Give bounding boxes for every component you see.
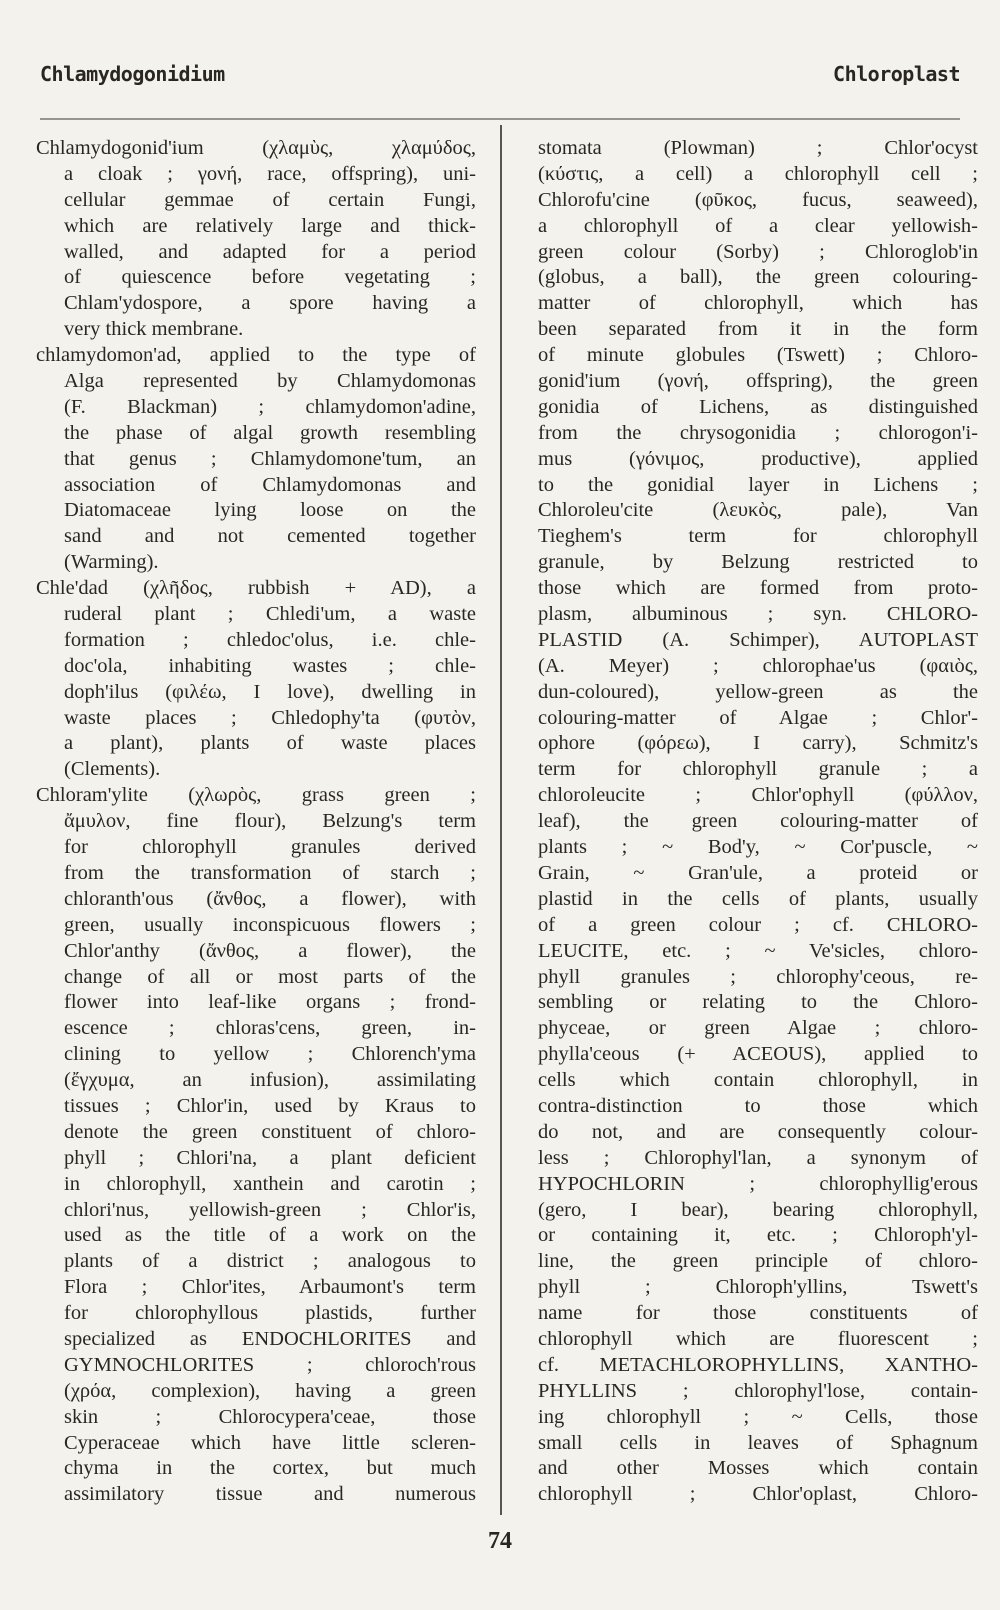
text-line: used as the title of a work on the xyxy=(64,1224,476,1247)
text-line: colouring-matter of Algae ; Chlor'- xyxy=(538,706,978,729)
text-line: from the chrysogonidia ; chlorogon'i- xyxy=(538,421,978,444)
text-line: formation ; chledoc'olus, i.e. chle- xyxy=(64,628,476,651)
text-line: name for those constituents of xyxy=(538,1302,978,1325)
text-line: cellular gemmae of certain Fungi, xyxy=(64,188,476,211)
text-line: chloroleucite ; Chlor'ophyll (φύλλον, xyxy=(538,784,978,807)
text-line: a chlorophyll of a clear yellowish- xyxy=(538,214,978,237)
text-line: PHYLLINS ; chlorophyl'lose, contain- xyxy=(538,1379,978,1402)
text-line: plastid in the cells of plants, usually xyxy=(538,887,978,910)
text-line: plants ; ~ Bod'y, ~ Cor'puscle, ~ xyxy=(538,836,978,859)
text-line: and other Mosses which contain xyxy=(538,1457,978,1480)
text-line: LEUCITE, etc. ; ~ Ve'sicles, chloro- xyxy=(538,939,978,962)
text-line: green, usually inconspicuous flowers ; xyxy=(64,913,476,936)
text-line: chloranth'ous (ἄνθος, a flower), with xyxy=(64,887,476,910)
text-line: a plant), plants of waste places xyxy=(64,732,476,755)
text-line: small cells in leaves of Sphagnum xyxy=(538,1431,978,1454)
text-line: (κύστις, a cell) a chlorophyll cell ; xyxy=(538,162,978,185)
text-line: cells which contain chlorophyll, in xyxy=(538,1069,978,1092)
text-line: Tieghem's term for chlorophyll xyxy=(538,525,978,548)
text-line: mus (γόνιμος, productive), applied xyxy=(538,447,978,470)
text-line: leaf), the green colouring-matter of xyxy=(538,810,978,833)
text-line: of a green colour ; cf. CHLORO- xyxy=(538,913,978,936)
text-line: for chlorophyllous plastids, further xyxy=(64,1302,476,1325)
text-line: escence ; chloras'cens, green, in- xyxy=(64,1017,476,1040)
text-line: Cyperaceae which have little scleren- xyxy=(64,1431,476,1454)
text-line: phyll granules ; chlorophy'ceous, re- xyxy=(538,965,978,988)
text-line: for chlorophyll granules derived xyxy=(64,836,476,859)
text-line: Chlorofu'cine (φῦκος, fucus, seaweed), xyxy=(538,188,978,211)
text-line: contra-distinction to those which xyxy=(538,1094,978,1117)
text-line: waste places ; Chledophy'ta (φυτὸν, xyxy=(64,706,476,729)
text-line: phyll ; Chlori'na, a plant deficient xyxy=(64,1146,476,1169)
text-line: ruderal plant ; Chledi'um, a waste xyxy=(64,603,476,626)
text-line: Alga represented by Chlamydomonas xyxy=(64,370,476,393)
text-line: doc'ola, inhabiting wastes ; chle- xyxy=(64,654,476,677)
left-column xyxy=(36,136,476,1508)
text-line: PLASTID (A. Schimper), AUTOPLAST xyxy=(538,628,978,651)
text-line: HYPOCHLORIN ; chlorophyllig'erous xyxy=(538,1172,978,1195)
text-line: Chloroleu'cite (λευκὸς, pale), Van xyxy=(538,499,978,522)
text-line: tissues ; Chlor'in, used by Kraus to xyxy=(64,1094,476,1117)
text-line: ing chlorophyll ; ~ Cells, those xyxy=(538,1405,978,1428)
text-line: Diatomaceae lying loose on the xyxy=(64,499,476,522)
text-line: ἄμυλον, fine flour), Belzung's term xyxy=(64,810,476,833)
text-line: line, the green principle of chloro- xyxy=(538,1250,978,1273)
text-line: flower into leaf-like organs ; frond- xyxy=(64,991,476,1014)
text-line: that genus ; Chlamydomone'tum, an xyxy=(64,447,476,470)
text-line: doph'ilus (φιλέω, I love), dwelling in xyxy=(64,680,476,703)
text-line: (A. Meyer) ; chlorophae'us (φαιὸς, xyxy=(538,654,978,677)
text-line: (gero, I bear), bearing chlorophyll, xyxy=(538,1198,978,1221)
text-line: granule, by Belzung restricted to xyxy=(538,551,978,574)
text-line: specialized as ENDOCHLORITES and xyxy=(64,1327,476,1350)
text-line: which are relatively large and thick- xyxy=(64,214,476,237)
text-line: Chlam'ydospore, a spore having a xyxy=(64,292,476,315)
text-line: assimilatory tissue and numerous xyxy=(64,1483,476,1506)
text-line: (globus, a ball), the green colouring- xyxy=(538,266,978,289)
text-line: gonid'ium (γονή, offspring), the green xyxy=(538,370,978,393)
text-line: stomata (Plowman) ; Chlor'ocyst xyxy=(538,137,978,159)
text-line: plasm, albuminous ; syn. CHLORO- xyxy=(538,603,978,626)
text-line: matter of chlorophyll, which has xyxy=(538,292,978,315)
text-line: chyma in the cortex, but much xyxy=(64,1457,476,1480)
text-line: walled, and adapted for a period xyxy=(64,240,476,263)
text-line: Chlamydogonid'ium (χλαμὺς, χλαμύδος, xyxy=(36,137,476,159)
page-number: 74 xyxy=(488,1528,512,1554)
text-line: chlamydomon'ad, applied to the type of xyxy=(36,344,476,367)
text-line: very thick membrane. xyxy=(64,318,244,341)
text-line: skin ; Chlorocypera'ceae, those xyxy=(64,1405,476,1428)
running-head-left: Chlamydogonidium xyxy=(40,62,225,86)
text-line: Chlor'anthy (ἄνθος, a flower), the xyxy=(64,939,476,962)
column-divider xyxy=(500,125,502,1515)
text-line: sembling or relating to the Chloro- xyxy=(538,991,978,1014)
text-line: green colour (Sorby) ; Chloroglob'in xyxy=(538,240,978,263)
text-line: phyceae, or green Algae ; chloro- xyxy=(538,1017,978,1040)
text-line: gonidia of Lichens, as distinguished xyxy=(538,395,978,418)
text-line: less ; Chlorophyl'lan, a synonym of xyxy=(538,1146,978,1169)
text-line: sand and not cemented together xyxy=(64,525,476,548)
running-head-right: Chloroplast xyxy=(833,62,960,86)
text-line: phyll ; Chloroph'yllins, Tswett's xyxy=(538,1276,978,1299)
text-line: or containing it, etc. ; Chloroph'yl- xyxy=(538,1224,978,1247)
text-line: Chle'dad (χλῆδος, rubbish + AD), a xyxy=(36,577,476,600)
right-column xyxy=(538,136,978,1508)
text-line: of minute globules (Tswett) ; Chloro- xyxy=(538,344,978,367)
text-line: (F. Blackman) ; chlamydomon'adine, xyxy=(64,395,476,418)
text-line: phylla'ceous (+ ACEOUS), applied to xyxy=(538,1043,978,1066)
text-line: of quiescence before vegetating ; xyxy=(64,266,476,289)
text-line: association of Chlamydomonas and xyxy=(64,473,476,496)
text-line: to the gonidial layer in Lichens ; xyxy=(538,473,978,496)
text-line: Grain, ~ Gran'ule, a proteid or xyxy=(538,861,978,884)
text-line: (Clements). xyxy=(64,758,161,781)
text-line: denote the green constituent of chloro- xyxy=(64,1120,476,1143)
text-line: (χρόα, complexion), having a green xyxy=(64,1379,476,1402)
text-line: Chloram'ylite (χλωρὸς, grass green ; xyxy=(36,784,476,807)
text-line: chlorophyll ; Chlor'oplast, Chloro- xyxy=(538,1483,978,1506)
text-line: Flora ; Chlor'ites, Arbaumont's term xyxy=(64,1276,476,1299)
text-line: do not, and are consequently colour- xyxy=(538,1120,978,1143)
text-line: (Warming). xyxy=(64,551,159,574)
text-line: ophore (φόρεω), I carry), Schmitz's xyxy=(538,732,978,755)
text-line: GYMNOCHLORITES ; chloroch'rous xyxy=(64,1353,476,1376)
text-line: (ἔγχυμα, an infusion), assimilating xyxy=(64,1069,476,1092)
text-line: in chlorophyll, xanthein and carotin ; xyxy=(64,1172,476,1195)
text-line: change of all or most parts of the xyxy=(64,965,476,988)
text-line: chlorophyll which are fluorescent ; xyxy=(538,1327,978,1350)
text-line: dun-coloured), yellow-green as the xyxy=(538,680,978,703)
text-line: cf. METACHLOROPHYLLINS, XANTHO- xyxy=(538,1353,978,1376)
text-line: term for chlorophyll granule ; a xyxy=(538,758,978,781)
header-rule xyxy=(40,118,960,120)
text-line: plants of a district ; analogous to xyxy=(64,1250,476,1273)
text-line: from the transformation of starch ; xyxy=(64,861,476,884)
text-line: chlori'nus, yellowish-green ; Chlor'is, xyxy=(64,1198,476,1221)
text-line: those which are formed from proto- xyxy=(538,577,978,600)
text-line: a cloak ; γονή, race, offspring), uni- xyxy=(64,162,476,185)
text-line: the phase of algal growth resembling xyxy=(64,421,476,444)
text-line: been separated from it in the form xyxy=(538,318,978,341)
text-line: clining to yellow ; Chlorench'yma xyxy=(64,1043,476,1066)
